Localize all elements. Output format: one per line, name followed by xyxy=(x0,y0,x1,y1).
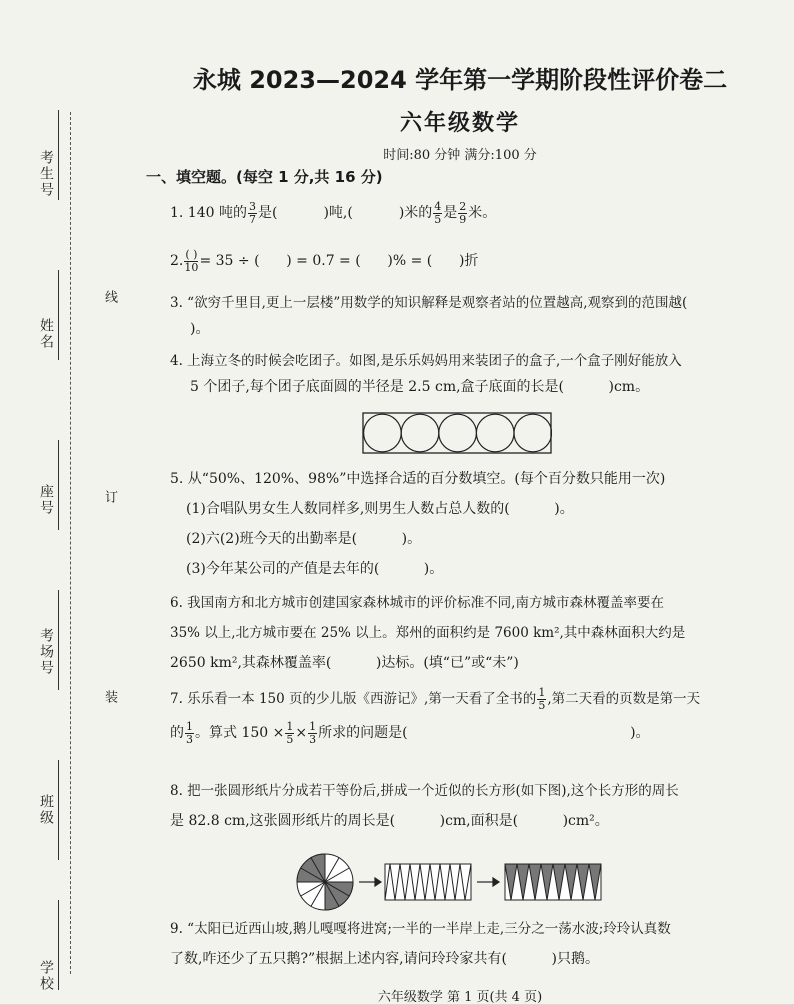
fraction: $\frac{1}{5}$ xyxy=(538,686,546,712)
page-footer: 六年级数学 第 1 页(共 4 页) xyxy=(377,990,543,1005)
divided-circle xyxy=(297,854,353,910)
question-5: 5. 从“50%、120%、98%”中选择合适的百分数填空。(每个百分数只能用一次) (1)合唱队男女生人数同样多,则男生人数占总人数的( )。 (2)六(2)班今天的出勤率是( )。 (3)今年某公司的产值是去年的( )。 xyxy=(170,471,666,577)
exam-title: 永城 2023—2024 学年第一学期阶段性评价卷二 xyxy=(192,66,728,94)
question-7: 7. 乐乐看一本 150 页的少儿版《西游记》,第一天看了全书的 $\frac{1}{5}$ ,第二天看的页数是第一天 的 $\frac{1}{3}$ 。算式 150 × $\frac{1}{5}$ × $\frac{1}{3}$ 所求的问题是( )。 xyxy=(170,686,701,746)
fraction: $\frac{1}{5}$ xyxy=(286,719,294,746)
cut-word-bind: 订 xyxy=(102,490,117,503)
cut-word-staple: 装 xyxy=(102,690,117,703)
fraction: $\frac{4}{5}$ xyxy=(434,199,442,226)
fraction: $\frac{1}{3}$ xyxy=(309,719,317,746)
blank-line xyxy=(58,110,59,200)
question-3: 3. “欲穷千里目,更上一层楼”用数学的知识解释是观察者站的位置越高,观察到的范围越( )。 xyxy=(170,295,688,337)
arrow-icon xyxy=(477,878,499,886)
dumpling-box-figure xyxy=(362,412,552,454)
binding-dashed-line xyxy=(70,112,71,974)
label-exam-room: 考场号 xyxy=(38,628,54,676)
question-6: 6. 我国南方和北方城市创建国家森林城市的评价标准不同,南方城市森林覆盖率要在 35% 以上,北方城市要在 25% 以上。郑州的面积约是 7600 km²,其中森林面积大约是 2650 km²,其森林覆盖率( )达标。(填“已”或“未”) xyxy=(170,595,686,671)
question-4: 4. 上海立冬的时候会吃团子。如图,是乐乐妈妈用来装团子的盒子,一个盒子刚好能放入 5 个团子,每个团子底面圆的半径是 2.5 cm,盒子底面的长是( )cm。 xyxy=(170,353,682,395)
blank-line xyxy=(58,900,59,990)
subject-title: 六年级数学 xyxy=(399,111,520,136)
fraction: $\frac{3}{7}$ xyxy=(248,199,256,226)
exam-content xyxy=(140,0,780,1004)
label-candidate-number: 考生号 xyxy=(38,150,54,198)
fraction: $\frac{( )}{10}$ xyxy=(184,247,199,274)
question-1: 1. 140 吨的 $\frac{3}{7}$ 是( )吨,( )米的 $\frac{4}{5}$ 是 $\frac{2}{9}$ 米。 xyxy=(170,199,497,226)
cut-word-line: 线 xyxy=(102,290,117,303)
label-seat: 座号 xyxy=(38,484,54,516)
binding-margin xyxy=(0,0,140,1004)
fraction: $\frac{1}{3}$ xyxy=(186,719,193,746)
circle-to-rectangle-figure xyxy=(295,852,615,912)
label-name: 姓名 xyxy=(38,318,54,350)
question-2: 2. $\frac{( )}{10}$ = 35 ÷ ( ) = 0.7 = ( )% = ( )折 xyxy=(170,247,479,274)
blank-line xyxy=(58,760,59,860)
approx-rectangle xyxy=(505,864,601,900)
exam-meta: 时间:80 分钟 满分:100 分 xyxy=(383,148,537,163)
label-class: 班级 xyxy=(38,794,54,826)
section-heading: 一、填空题。(每空 1 分,共 16 分) xyxy=(146,168,383,186)
fraction: $\frac{2}{9}$ xyxy=(459,199,467,226)
arrow-icon xyxy=(359,878,381,886)
question-8: 8. 把一张圆形纸片分成若干等份后,拼成一个近似的长方形(如下图),这个长方形的周长 是 82.8 cm,这张圆形纸片的周长是( )cm,面积是( )cm²。 xyxy=(170,783,679,829)
question-9: 9. “太阳已近西山坡,鹅儿嘎嘎将进窝;一半的一半岸上走,三分之一荡水波;玲玲认真数 了数,咋还少了五只鹅?”根据上述内容,请问玲玲家共有( )只鹅。 xyxy=(170,921,671,967)
label-school: 学校 xyxy=(38,960,54,992)
zigzag-strip xyxy=(385,864,471,900)
blank-line xyxy=(58,270,59,360)
blank-line xyxy=(58,590,59,690)
blank-line xyxy=(58,440,59,530)
